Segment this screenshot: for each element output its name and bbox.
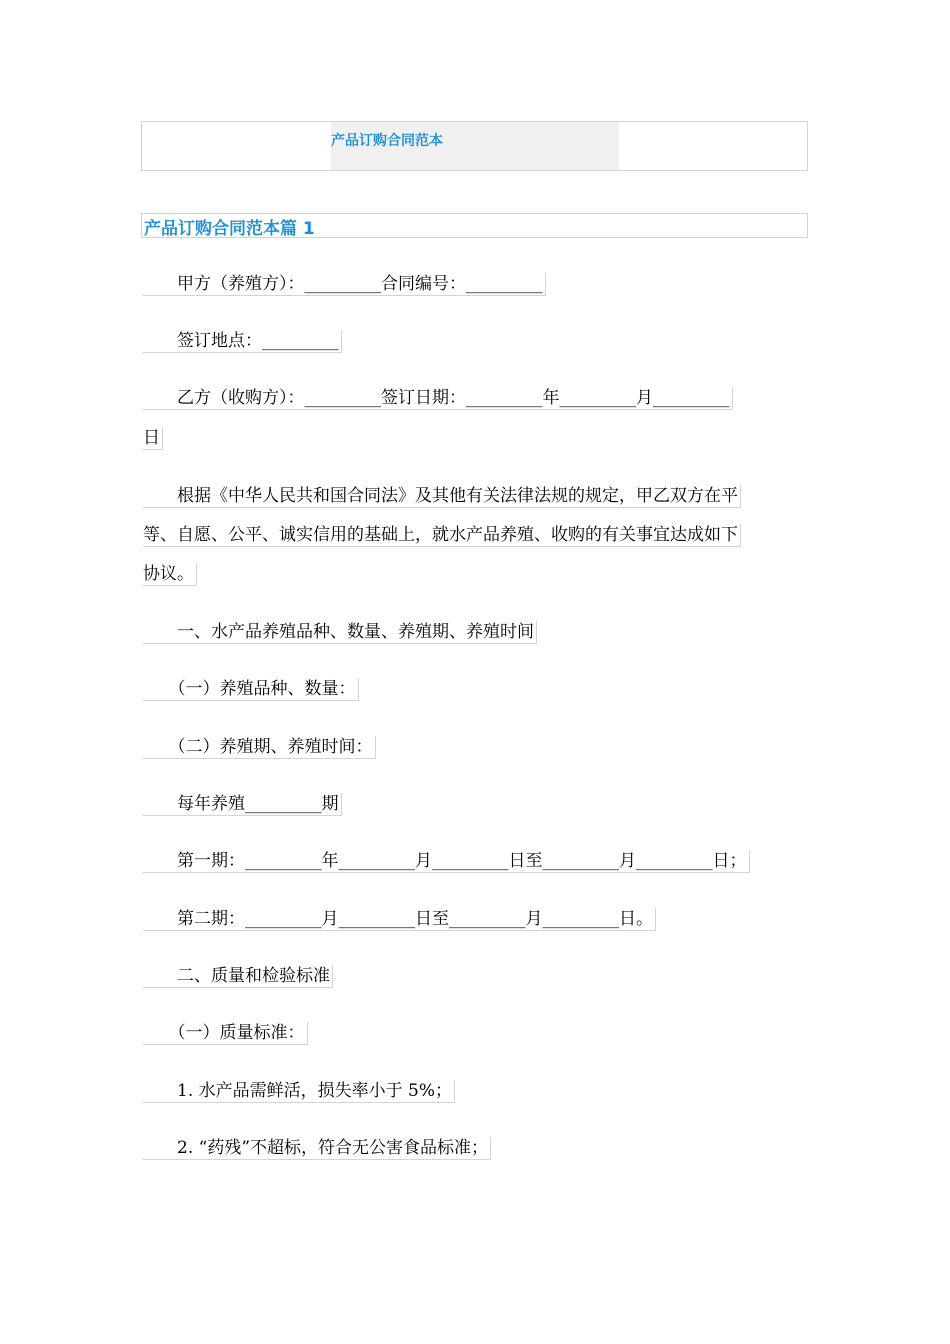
clause-1-1: （一）养殖品种、数量：: [143, 678, 359, 701]
quality-item-2: 2. “药残”不超标，符合无公害食品标准；: [143, 1137, 491, 1160]
breeding-periods-line: 每年养殖_________期: [143, 793, 342, 816]
preamble-line-1: 根据《中华人民共和国合同法》及其他有关法律法规的规定，甲乙双方在平: [143, 485, 741, 508]
period-2-line: 第二期：_________月_________日至_________月_________日。: [143, 908, 656, 931]
party-b-line-cont: 日: [143, 427, 163, 450]
signing-place-line: 签订地点：_________: [143, 330, 342, 353]
party-a-line: 甲方（养殖方）：_________合同编号：_________: [143, 273, 546, 296]
preamble-line-2: 等、自愿、公平、诚实信用的基础上，就水产品养殖、收购的有关事宜达成如下: [143, 524, 741, 547]
clause-2-heading: 二、质量和检验标准: [143, 965, 333, 988]
period-1-line: 第一期：_________年_________月_________日至_________月_________日；: [143, 850, 750, 873]
clause-1-2: （二）养殖期、养殖时间：: [143, 736, 376, 759]
clause-2-1: （一）质量标准：: [143, 1022, 308, 1045]
preamble-line-3: 协议。: [143, 563, 197, 586]
party-b-line: 乙方（收购方）：_________签订日期：_________年_________月_________: [143, 387, 733, 410]
document-title: 产品订购合同范本: [331, 133, 443, 149]
section-heading: 产品订购合同范本篇 1: [144, 219, 315, 239]
quality-item-1: 1. 水产品需鲜活，损失率小于 5%；: [143, 1080, 455, 1103]
clause-1-heading: 一、水产品养殖品种、数量、养殖期、养殖时间: [143, 621, 537, 644]
